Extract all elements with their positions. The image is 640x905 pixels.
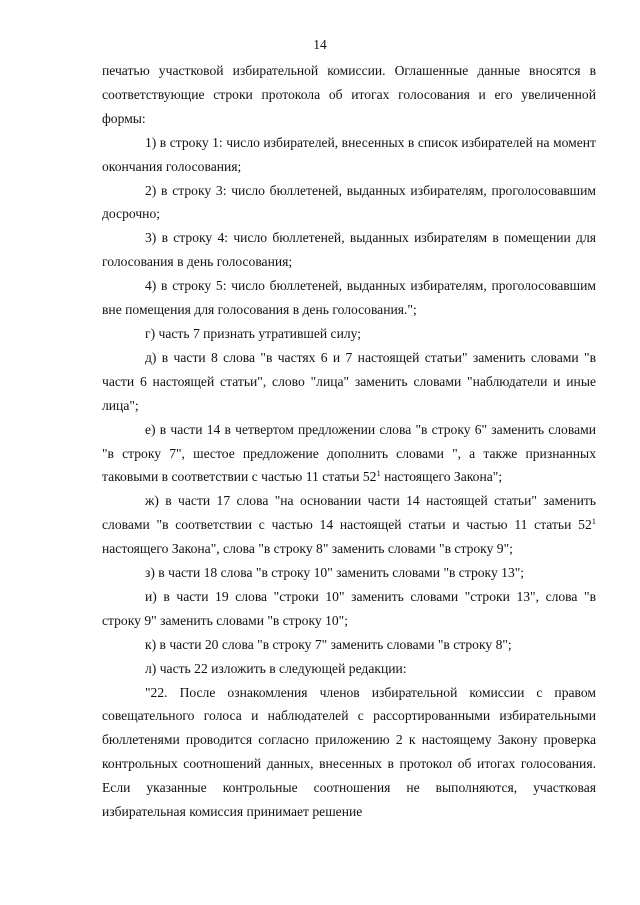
paragraph: [102, 489, 596, 561]
paragraph: [102, 322, 596, 346]
paragraph-text: е) в части 14 в четвертом предложении слова "в строку 6" заменить словами "в строку 7", шестое предложение дополнить словами ", а также признанных таковыми в соответствии с частью 11 статьи 52: [102, 421, 596, 485]
paragraph-text: 1) в строку 1: число избирателей, внесенных в список избирателей на момент окончания голосования;: [102, 134, 596, 174]
paragraph-text: и) в части 19 слова "строки 10" заменить словами "строки 13", слова "в строку 9" заменить словами "в строку 10";: [102, 588, 596, 628]
paragraph: [102, 681, 596, 824]
superscript-index: 1: [591, 516, 596, 527]
page-number: 14: [313, 37, 327, 52]
paragraph: [102, 274, 596, 322]
paragraph-text: з) в части 18 слова "в строку 10" заменить словами "в строку 13";: [145, 565, 525, 581]
paragraph-text: "22. После ознакомления членов избирательной комиссии с правом совещательного голоса и наблюдателей с рассортированными избирательными бюллетенями проводится согласно приложению 2 к настоящему Закону проверка контрольных соотношений данных, внесенных в протокол об итогах голосования. Если указанные контрольные соотношения не выполняются, участковая избирательная комиссия принимает решение: [102, 684, 596, 820]
paragraph-text: д) в части 8 слова "в частях 6 и 7 настоящей статьи" заменить словами "в части 6 настоящей статьи", слово "лица" заменить словами "наблюдатели и иные лица";: [102, 349, 596, 413]
paragraph: [102, 585, 596, 633]
paragraph: [102, 561, 596, 585]
paragraph: [102, 418, 596, 490]
paragraph: [102, 657, 596, 681]
paragraph-text: 4) в строку 5: число бюллетеней, выданных избирателям, проголосовавшим вне помещения для голосования в день голосования.";: [102, 278, 596, 318]
paragraph-text: к) в части 20 слова "в строку 7" заменить словами "в строку 8";: [145, 636, 512, 652]
paragraph: [102, 633, 596, 657]
paragraph-text: настоящего Закона";: [380, 469, 503, 485]
paragraph-text: л) часть 22 изложить в следующей редакции:: [145, 660, 407, 676]
paragraph: [102, 179, 596, 227]
paragraph-text: 2) в строку 3: число бюллетеней, выданных избирателям, проголосовавшим досрочно;: [102, 182, 596, 222]
paragraph: [102, 226, 596, 274]
paragraph-text: г) часть 7 признать утратившей силу;: [145, 325, 362, 341]
paragraph-text: настоящего Закона", слова "в строку 8" заменить словами "в строку 9";: [102, 541, 513, 557]
paragraph: [102, 59, 596, 131]
paragraph: [102, 131, 596, 179]
superscript-index: 1: [376, 468, 381, 479]
paragraph: [102, 346, 596, 418]
paragraph-text: 3) в строку 4: число бюллетеней, выданных избирателям в помещении для голосования в день голосования;: [102, 230, 596, 270]
paragraph-text: печатью участковой избирательной комиссии. Оглашенные данные вносятся в соответствующие строки протокола об итогах голосования и его увеличенной формы:: [102, 63, 596, 126]
document-body: [102, 59, 596, 824]
paragraph-text: ж) в части 17 слова "на основании части 14 настоящей статьи" заменить словами "в соответствии с частью 14 настоящей статьи и частью 11 статьи 52: [102, 493, 596, 533]
